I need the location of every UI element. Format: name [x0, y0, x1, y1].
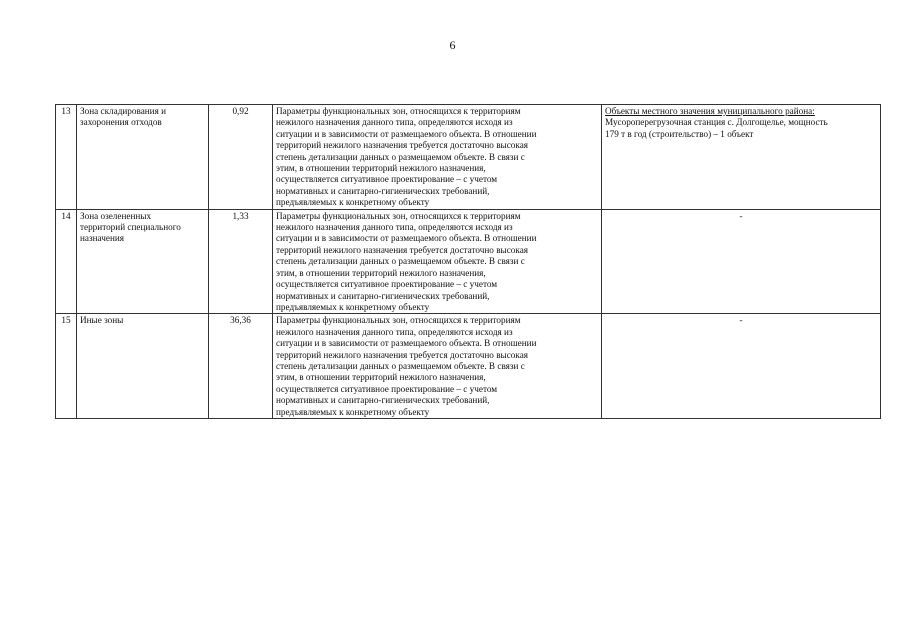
zone-parameters-line: территорий нежилого назначения требуется достаточно высокая	[276, 244, 529, 255]
table-row	[56, 209, 881, 314]
zone-name-line: территорий специального	[80, 222, 181, 233]
zone-parameters-line: степень детализации данных о размещаемом объекте. В связи с	[276, 256, 525, 267]
row-number: 13	[56, 105, 77, 210]
zone-objects	[602, 314, 881, 419]
zone-name-line: Иные зоны	[80, 315, 124, 326]
objects-line: Мусороперегрузочная станция с. Долгощелье, мощность	[605, 117, 828, 128]
zone-parameters-line: степень детализации данных о размещаемом объекте. В связи с	[276, 360, 525, 371]
zone-name-line: захоронения отходов	[80, 117, 162, 128]
zone-parameters-line: территорий нежилого назначения требуется достаточно высокая	[276, 140, 529, 151]
zone-area: 36,36	[209, 314, 273, 419]
objects-line: -	[739, 315, 743, 326]
page-number: 6	[449, 38, 456, 52]
zone-parameters-line: степень детализации данных о размещаемом объекте. В связи с	[276, 151, 525, 162]
functional-zones-table	[55, 104, 881, 419]
zone-parameters-line: ситуации и в зависимости от размещаемого объекта. В отношении	[276, 338, 537, 349]
zone-name	[77, 105, 209, 210]
zone-parameters	[273, 209, 602, 314]
zone-parameters	[273, 105, 602, 210]
zone-parameters-line: нормативных и санитарно-гигиенических требований,	[276, 185, 490, 196]
zone-name-line: Зона озелененных	[80, 210, 152, 221]
zone-name	[77, 314, 209, 419]
zone-parameters-line: этим, в отношении территорий нежилого назначения,	[276, 372, 486, 383]
zone-parameters-line: ситуации и в зависимости от размещаемого объекта. В отношении	[276, 233, 537, 244]
zone-parameters-line: осуществляется ситуативное проектирование – с учетом	[276, 279, 498, 290]
zone-parameters-line: нежилого назначения данного типа, определяются исходя из	[276, 117, 513, 128]
zone-parameters-line: территорий нежилого назначения требуется достаточно высокая	[276, 349, 529, 360]
zone-parameters-line: Параметры функциональных зон, относящихся к территориям	[276, 315, 521, 326]
objects-line: 179 т в год (строительство) – 1 объект	[605, 128, 754, 139]
zone-name	[77, 209, 209, 314]
zone-parameters-line: этим, в отношении территорий нежилого назначения,	[276, 267, 486, 278]
zone-parameters-line: осуществляется ситуативное проектирование – с учетом	[276, 174, 498, 185]
table-row	[56, 105, 881, 210]
zone-parameters-line: осуществляется ситуативное проектирование – с учетом	[276, 383, 498, 394]
zones-table-body	[56, 105, 881, 419]
table-row	[56, 314, 881, 419]
zone-parameters	[273, 314, 602, 419]
zone-parameters-line: предъявляемых к конкретному объекту	[276, 197, 430, 208]
zone-objects	[602, 105, 881, 210]
zone-parameters-line: ситуации и в зависимости от размещаемого объекта. В отношении	[276, 128, 537, 139]
row-number: 15	[56, 314, 77, 419]
zone-parameters-line: предъявляемых к конкретному объекту	[276, 406, 430, 417]
zone-name-line: назначения	[80, 233, 125, 244]
zone-parameters-line: Параметры функциональных зон, относящихся к территориям	[276, 106, 521, 116]
zone-area: 0,92	[209, 105, 273, 210]
objects-line: -	[739, 210, 743, 221]
zone-parameters-line: нормативных и санитарно-гигиенических требований,	[276, 290, 490, 301]
zone-parameters-line: нежилого назначения данного типа, определяются исходя из	[276, 222, 513, 233]
objects-heading: Объекты местного значения муниципального района:	[605, 106, 815, 116]
zone-parameters-line: предъявляемых к конкретному объекту	[276, 301, 430, 312]
zone-area: 1,33	[209, 209, 273, 314]
zone-parameters-line: Параметры функциональных зон, относящихся к территориям	[276, 210, 521, 221]
zone-parameters-line: нежилого назначения данного типа, определяются исходя из	[276, 326, 513, 337]
zone-parameters-line: этим, в отношении территорий нежилого назначения,	[276, 163, 486, 174]
zone-parameters-line: нормативных и санитарно-гигиенических требований,	[276, 395, 490, 406]
row-number: 14	[56, 209, 77, 314]
zone-objects	[602, 209, 881, 314]
zone-name-line: Зона складирования и	[80, 106, 167, 116]
